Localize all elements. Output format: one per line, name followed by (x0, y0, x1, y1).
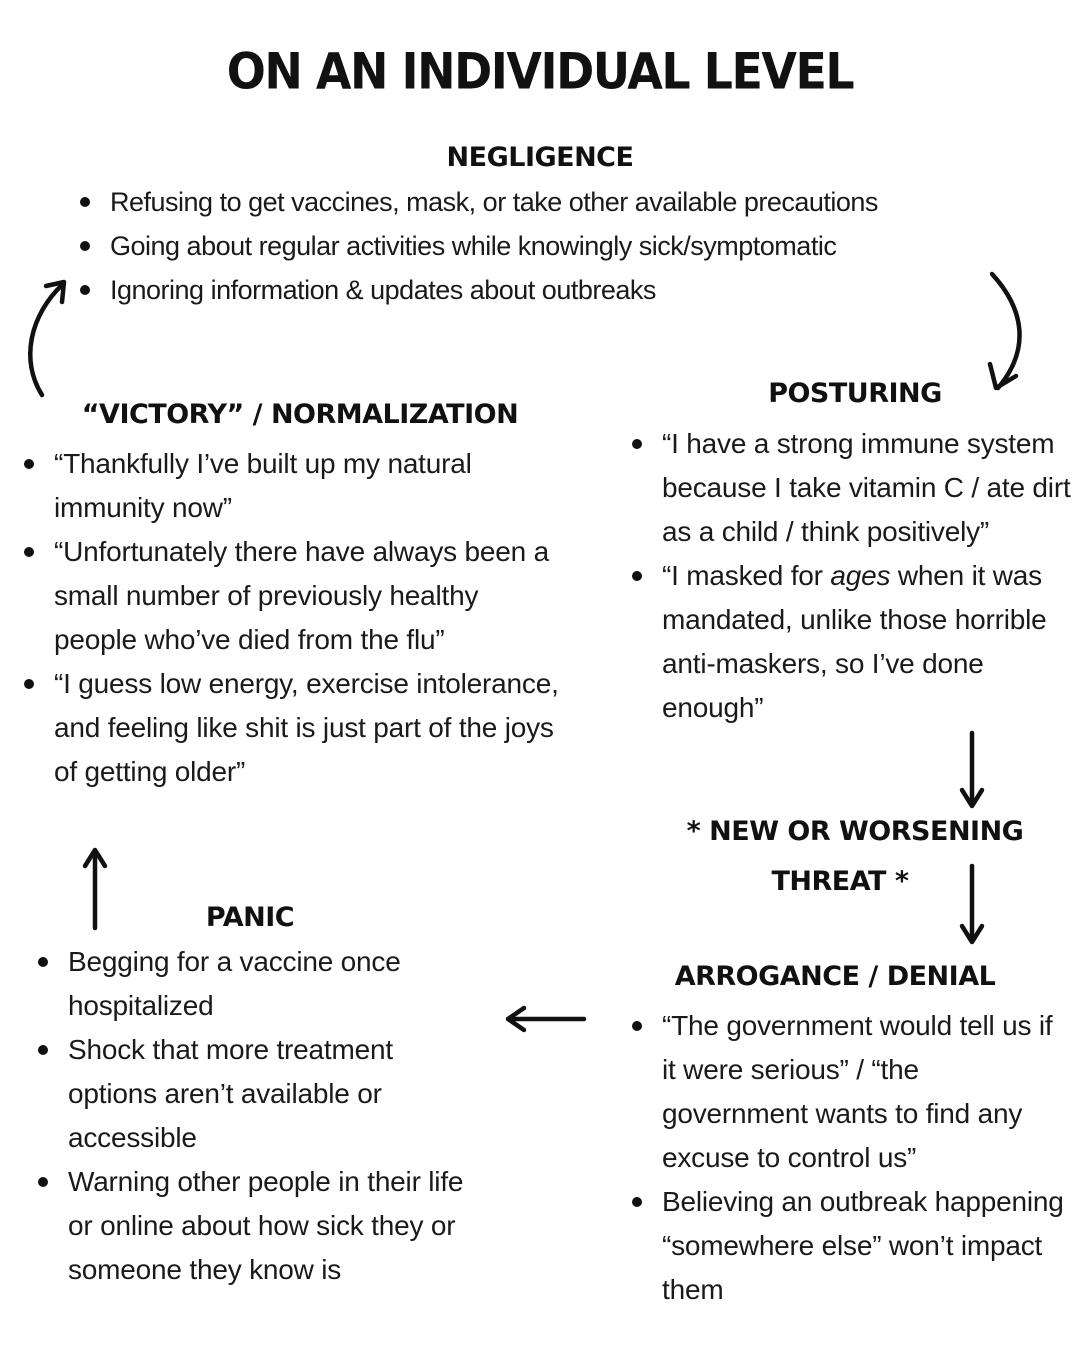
page-title: ON AN INDIVIDUAL LEVEL (226, 41, 854, 101)
list-negligence (76, 180, 1066, 312)
list-item: “The government would tell us if it were serious” / “the government wants to find any excuse to control us” (628, 1004, 1068, 1180)
list-victory (20, 442, 560, 794)
list-panic (34, 940, 474, 1292)
arrow-up-icon (85, 850, 105, 928)
list-item: “Unfortunately there have always been a small number of previously healthy people who’ve died from the flu” (20, 530, 560, 662)
list-item: “I masked for ages when it was mandated, unlike those horrible anti-maskers, so I’ve done enough” (628, 554, 1080, 730)
curved-arrow-up-icon (30, 282, 64, 395)
heading-arrogance: ARROGANCE / DENIAL (674, 961, 996, 992)
emphasis-text: ages (830, 560, 891, 591)
arrow-left-icon (508, 1008, 584, 1030)
list-item: Warning other people in their life or online about how sick they or someone they know is (34, 1160, 474, 1292)
list-item: Ignoring information & updates about outbreaks (76, 268, 1066, 312)
list-item: “Thankfully I’ve built up my natural immunity now” (20, 442, 560, 530)
heading-panic: PANIC (205, 902, 295, 933)
arrow-down-icon (962, 733, 982, 806)
heading-negligence: NEGLIGENCE (446, 142, 634, 173)
list-item: “I guess low energy, exercise intolerance, and feeling like shit is just part of the joys of getting older” (20, 662, 560, 794)
heading-threat-line1: * NEW OR WORSENING (686, 816, 1024, 847)
list-posturing (628, 422, 1080, 730)
list-item: “I have a strong immune system because I take vitamin C / ate dirt as a child / think positively” (628, 422, 1080, 554)
list-item: Refusing to get vaccines, mask, or take other available precautions (76, 180, 1066, 224)
list-item: Begging for a vaccine once hospitalized (34, 940, 474, 1028)
list-item: Going about regular activities while knowingly sick/symptomatic (76, 224, 1066, 268)
list-item: Shock that more treatment options aren’t available or accessible (34, 1028, 474, 1160)
heading-threat-line2: THREAT * (771, 866, 909, 897)
list-item: Believing an outbreak happening “somewhere else” won’t impact them (628, 1180, 1068, 1312)
heading-posturing: POSTURING (768, 378, 942, 409)
list-arrogance (628, 1004, 1068, 1312)
heading-victory: “VICTORY” / NORMALIZATION (81, 399, 519, 430)
